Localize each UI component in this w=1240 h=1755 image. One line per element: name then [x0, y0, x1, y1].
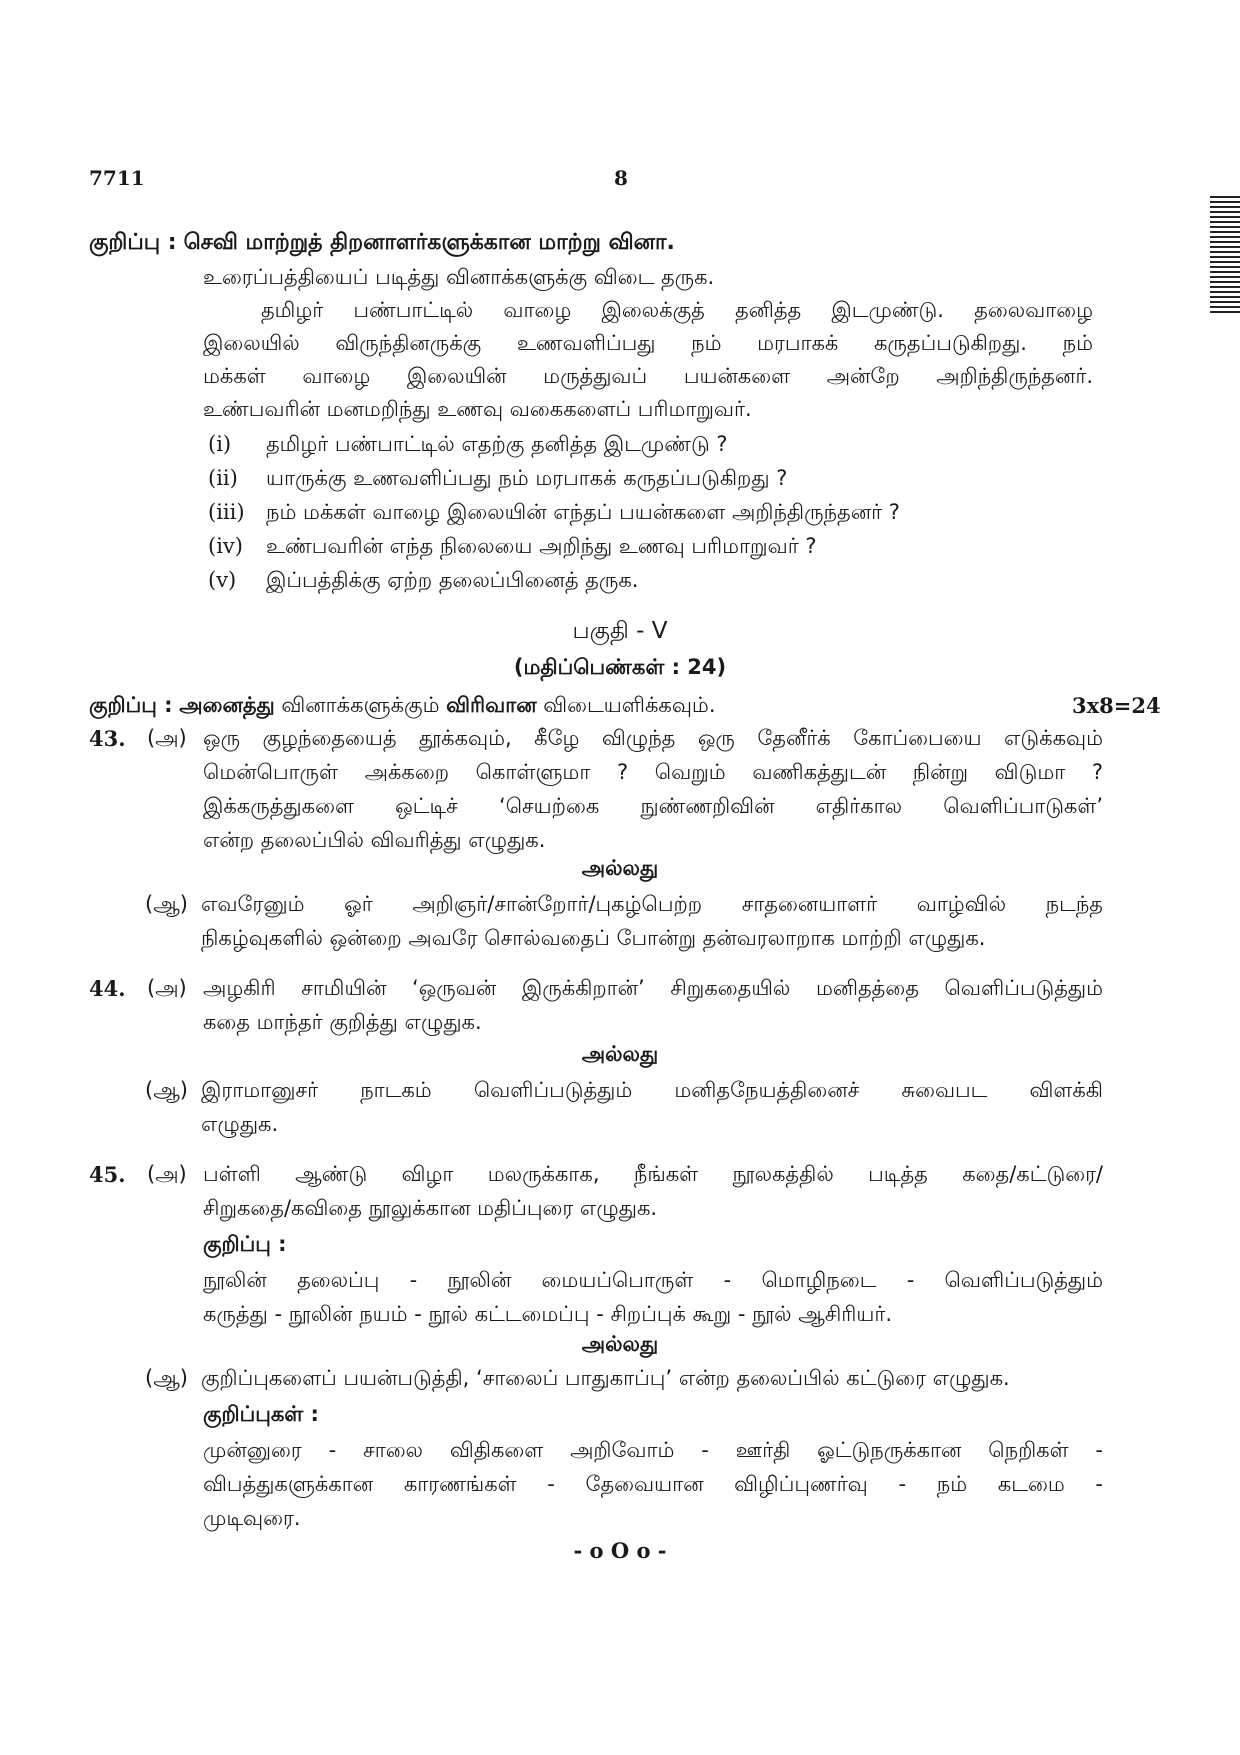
- question-line: மென்பொருள் அக்கறை கொள்ளுமா ? வெறும் வணிகத்துடன் நின்று விடுமா ?: [203, 760, 1103, 784]
- or-divider: அல்லது: [581, 1332, 659, 1356]
- or-divider: அல்லது: [581, 856, 659, 880]
- question-line: நிகழ்வுகளில் ஒன்றை அவரே சொல்வதைப் போன்று தன்வரலாறாக மாற்றி எழுதுக.: [201, 926, 986, 950]
- question-number: 43.: [89, 726, 126, 751]
- question-line: எழுதுக.: [201, 1112, 279, 1136]
- hint-label: குறிப்புகள் :: [203, 1402, 319, 1426]
- paper-code: 7711: [89, 166, 145, 190]
- passage-line: உண்பவரின் மனமறிந்து உணவு வகைகளைப் பரிமாறுவர்.: [203, 397, 752, 421]
- hint-line: முடிவுரை.: [203, 1506, 301, 1530]
- question-line: இக்கருத்துகளை ஒட்டிச் ‘செயற்கை நுண்ணறிவின் எதிர்கால வெளிப்பாடுகள்’: [203, 794, 1103, 818]
- question-number: 45.: [89, 1162, 126, 1187]
- question-line: இராமானுசர் நாடகம் வெளிப்படுத்தும் மனிதநேயத்தினைச் சுவைபட விளக்கி: [201, 1078, 1103, 1102]
- option-label: (அ): [147, 976, 187, 1000]
- section5-note: குறிப்பு : அனைத்து வினாக்களுக்கும் விரிவான விடையளிக்கவும்.: [89, 693, 716, 717]
- question-line: பள்ளி ஆண்டு விழா மலருக்காக, நீங்கள் நூலகத்தில் படித்த கதை/கட்டுரை/: [203, 1162, 1103, 1186]
- section5-note-label: குறிப்பு :: [89, 693, 173, 717]
- question-line: கதை மாந்தர் குறித்து எழுதுக.: [203, 1010, 482, 1034]
- or-divider: அல்லது: [581, 1042, 659, 1066]
- list-item: (ii) யாருக்கு உணவளிப்பது நம் மரபாகக் கருதப்படுகிறது ?: [208, 466, 788, 490]
- option-label: (அ): [147, 1162, 187, 1186]
- hint-line: கருத்து - நூலின் நயம் - நூல் கட்டமைப்பு - சிறப்புக் கூறு - நூல் ஆசிரியர்.: [203, 1302, 893, 1326]
- question-line: ஒரு குழந்தையைத் தூக்கவும், கீழே விழுந்த ஒரு தேனீர்க் கோப்பையை எடுக்கவும்: [203, 726, 1103, 750]
- section4-note-text: செவி மாற்றுத் திறனாளர்களுக்கான மாற்று வினா.: [183, 230, 675, 255]
- passage-line: தமிழர் பண்பாட்டில் வாழை இலைக்குத் தனித்த இடமுண்டு. தலைவாழை: [261, 298, 1093, 322]
- barcode: [1210, 196, 1240, 316]
- list-item: (iii) நம் மக்கள் வாழை இலையின் எந்தப் பயன்களை அறிந்திருந்தனர் ?: [208, 500, 900, 524]
- hint-line: முன்னுரை - சாலை விதிகளை அறிவோம் - ஊர்தி ஓட்டுநருக்கான நெறிகள் -: [203, 1438, 1103, 1462]
- section4-note-label: குறிப்பு :: [89, 230, 177, 255]
- list-item: (iv) உண்பவரின் எந்த நிலையை அறிந்து உணவு பரிமாறுவர் ?: [208, 534, 817, 558]
- question-line: அழகிரி சாமியின் ‘ஒருவன் இருக்கிறான்’ சிறுகதையில் மனிதத்தை வெளிப்படுத்தும்: [203, 976, 1103, 1000]
- question-number: 44.: [89, 976, 126, 1001]
- option-label: (ஆ): [145, 892, 188, 916]
- hint-label: குறிப்பு :: [203, 1232, 287, 1256]
- section5-score: 3x8=24: [1072, 693, 1161, 718]
- list-item: (i) தமிழர் பண்பாட்டில் எதற்கு தனித்த இடமுண்டு ?: [208, 432, 728, 456]
- section5-title: பகுதி - V: [572, 618, 668, 644]
- section4-note: [89, 230, 675, 258]
- option-label: (ஆ): [145, 1366, 188, 1390]
- hint-line: விபத்துகளுக்கான காரணங்கள் - தேவையான விழிப்புணர்வு - நம் கடமை -: [203, 1472, 1103, 1496]
- section5-marks: (மதிப்பெண்கள் : 24): [513, 655, 727, 679]
- hint-line: நூலின் தலைப்பு - நூலின் மையப்பொருள் - மொழிநடை - வெளிப்படுத்தும்: [203, 1268, 1103, 1292]
- passage-line: மக்கள் வாழை இலையின் மருத்துவப் பயன்களை அன்றே அறிந்திருந்தனர்.: [203, 364, 1093, 388]
- list-item: (v) இப்பத்திக்கு ஏற்ற தலைப்பினைத் தருக.: [208, 568, 639, 592]
- section4-instruction: உரைப்பத்தியைப் படித்து வினாக்களுக்கு விடை தருக.: [203, 265, 715, 289]
- option-label: (ஆ): [145, 1078, 188, 1102]
- passage-line: இலையில் விருந்தினருக்கு உணவளிப்பது நம் மரபாகக் கருதப்படுகிறது. நம்: [203, 331, 1093, 355]
- question-line: சிறுகதை/கவிதை நூலுக்கான மதிப்புரை எழுதுக.: [203, 1196, 658, 1220]
- question-line: குறிப்புகளைப் பயன்படுத்தி, ‘சாலைப் பாதுகாப்பு’ என்ற தலைப்பில் கட்டுரை எழுதுக.: [201, 1366, 1010, 1390]
- question-line: என்ற தலைப்பில் விவரித்து எழுதுக.: [203, 828, 546, 852]
- end-mark: - o O o -: [573, 1538, 667, 1563]
- option-label: (அ): [147, 726, 187, 750]
- question-line: எவரேனும் ஓர் அறிஞர்/சான்றோர்/புகழ்பெற்ற சாதனையாளர் வாழ்வில் நடந்த: [201, 892, 1103, 916]
- page-number: 8: [614, 166, 628, 190]
